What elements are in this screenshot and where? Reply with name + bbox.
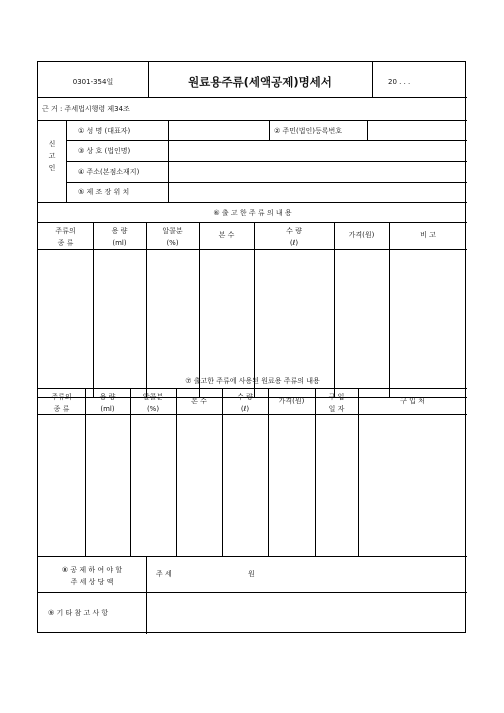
tax-deduction-form — [37, 61, 466, 633]
divider — [38, 388, 467, 389]
divider — [38, 249, 467, 250]
section7-title: ⑦ 출고한 주류에 사용된 원료용 주류의 내용 — [185, 377, 320, 385]
s7-col-purchase-place: 구 입 처 — [400, 397, 425, 405]
s7-col-type: 주류의 종 류 — [51, 393, 72, 413]
divider — [372, 62, 373, 97]
s7-col-volume: 용 량 (ml) — [99, 393, 116, 413]
s6-col-volume: 용 량 (ml) — [111, 227, 128, 247]
s6-col-remarks: 비 고 — [420, 231, 436, 239]
trade-name-label: ③ 상 호 (법인명) — [78, 147, 131, 155]
name-label: ① 성 명 (대표자) — [78, 127, 131, 135]
divider — [66, 140, 467, 141]
form-number: 0301-354일 — [72, 78, 114, 86]
divider — [269, 120, 270, 140]
divider — [38, 97, 467, 98]
applicant-section-label: 신 고 인 — [48, 140, 56, 172]
divider — [146, 556, 147, 634]
divider — [38, 592, 467, 593]
s6-col-price: 가격(원) — [348, 231, 375, 239]
s7-col-purchase-date: 구 입 일 자 — [328, 393, 345, 413]
s6-col-type: 주류의 종 류 — [55, 227, 76, 247]
divider — [38, 556, 467, 557]
s7-col-quantity: 수 량 (ℓ) — [237, 393, 253, 413]
divider — [38, 120, 467, 121]
address-label: ④ 주소(본점소재지) — [78, 168, 140, 176]
s6-col-quantity: 수 량 (ℓ) — [286, 227, 302, 247]
s7-col-alcohol: 알콜분 (%) — [142, 393, 164, 413]
divider — [38, 202, 467, 203]
registration-number-label: ② 주민(법인)등록번호 — [274, 127, 343, 135]
remarks-label: ⑨ 기 타 참 고 사 항 — [48, 609, 109, 617]
liquor-tax-label: 주 세 — [156, 570, 172, 578]
s7-col-price: 가격(원) — [278, 397, 305, 405]
won-unit: 원 — [248, 570, 255, 578]
factory-location-label: ⑤ 제 조 장 위 치 — [78, 188, 130, 196]
divider — [367, 120, 368, 140]
deduction-label: ⑧ 공 제 하 여 야 할 주 세 상 당 액 — [61, 566, 123, 586]
legal-basis: 근 거 : 주세법시행령 제34조 — [42, 105, 130, 113]
form-date: 20 . . . — [388, 78, 411, 86]
s6-col-alcohol: 알콜분 (%) — [162, 227, 183, 247]
form-title: 원료용주류(세액공제)명세서 — [188, 75, 332, 89]
divider — [66, 161, 467, 162]
section6-title: ⑥ 출 고 한 주 류 의 내 용 — [213, 209, 292, 217]
divider — [66, 182, 467, 183]
s7-col-count: 본 수 — [191, 397, 207, 405]
s6-col-count: 본 수 — [218, 231, 235, 239]
divider — [38, 222, 467, 223]
divider — [38, 414, 467, 415]
